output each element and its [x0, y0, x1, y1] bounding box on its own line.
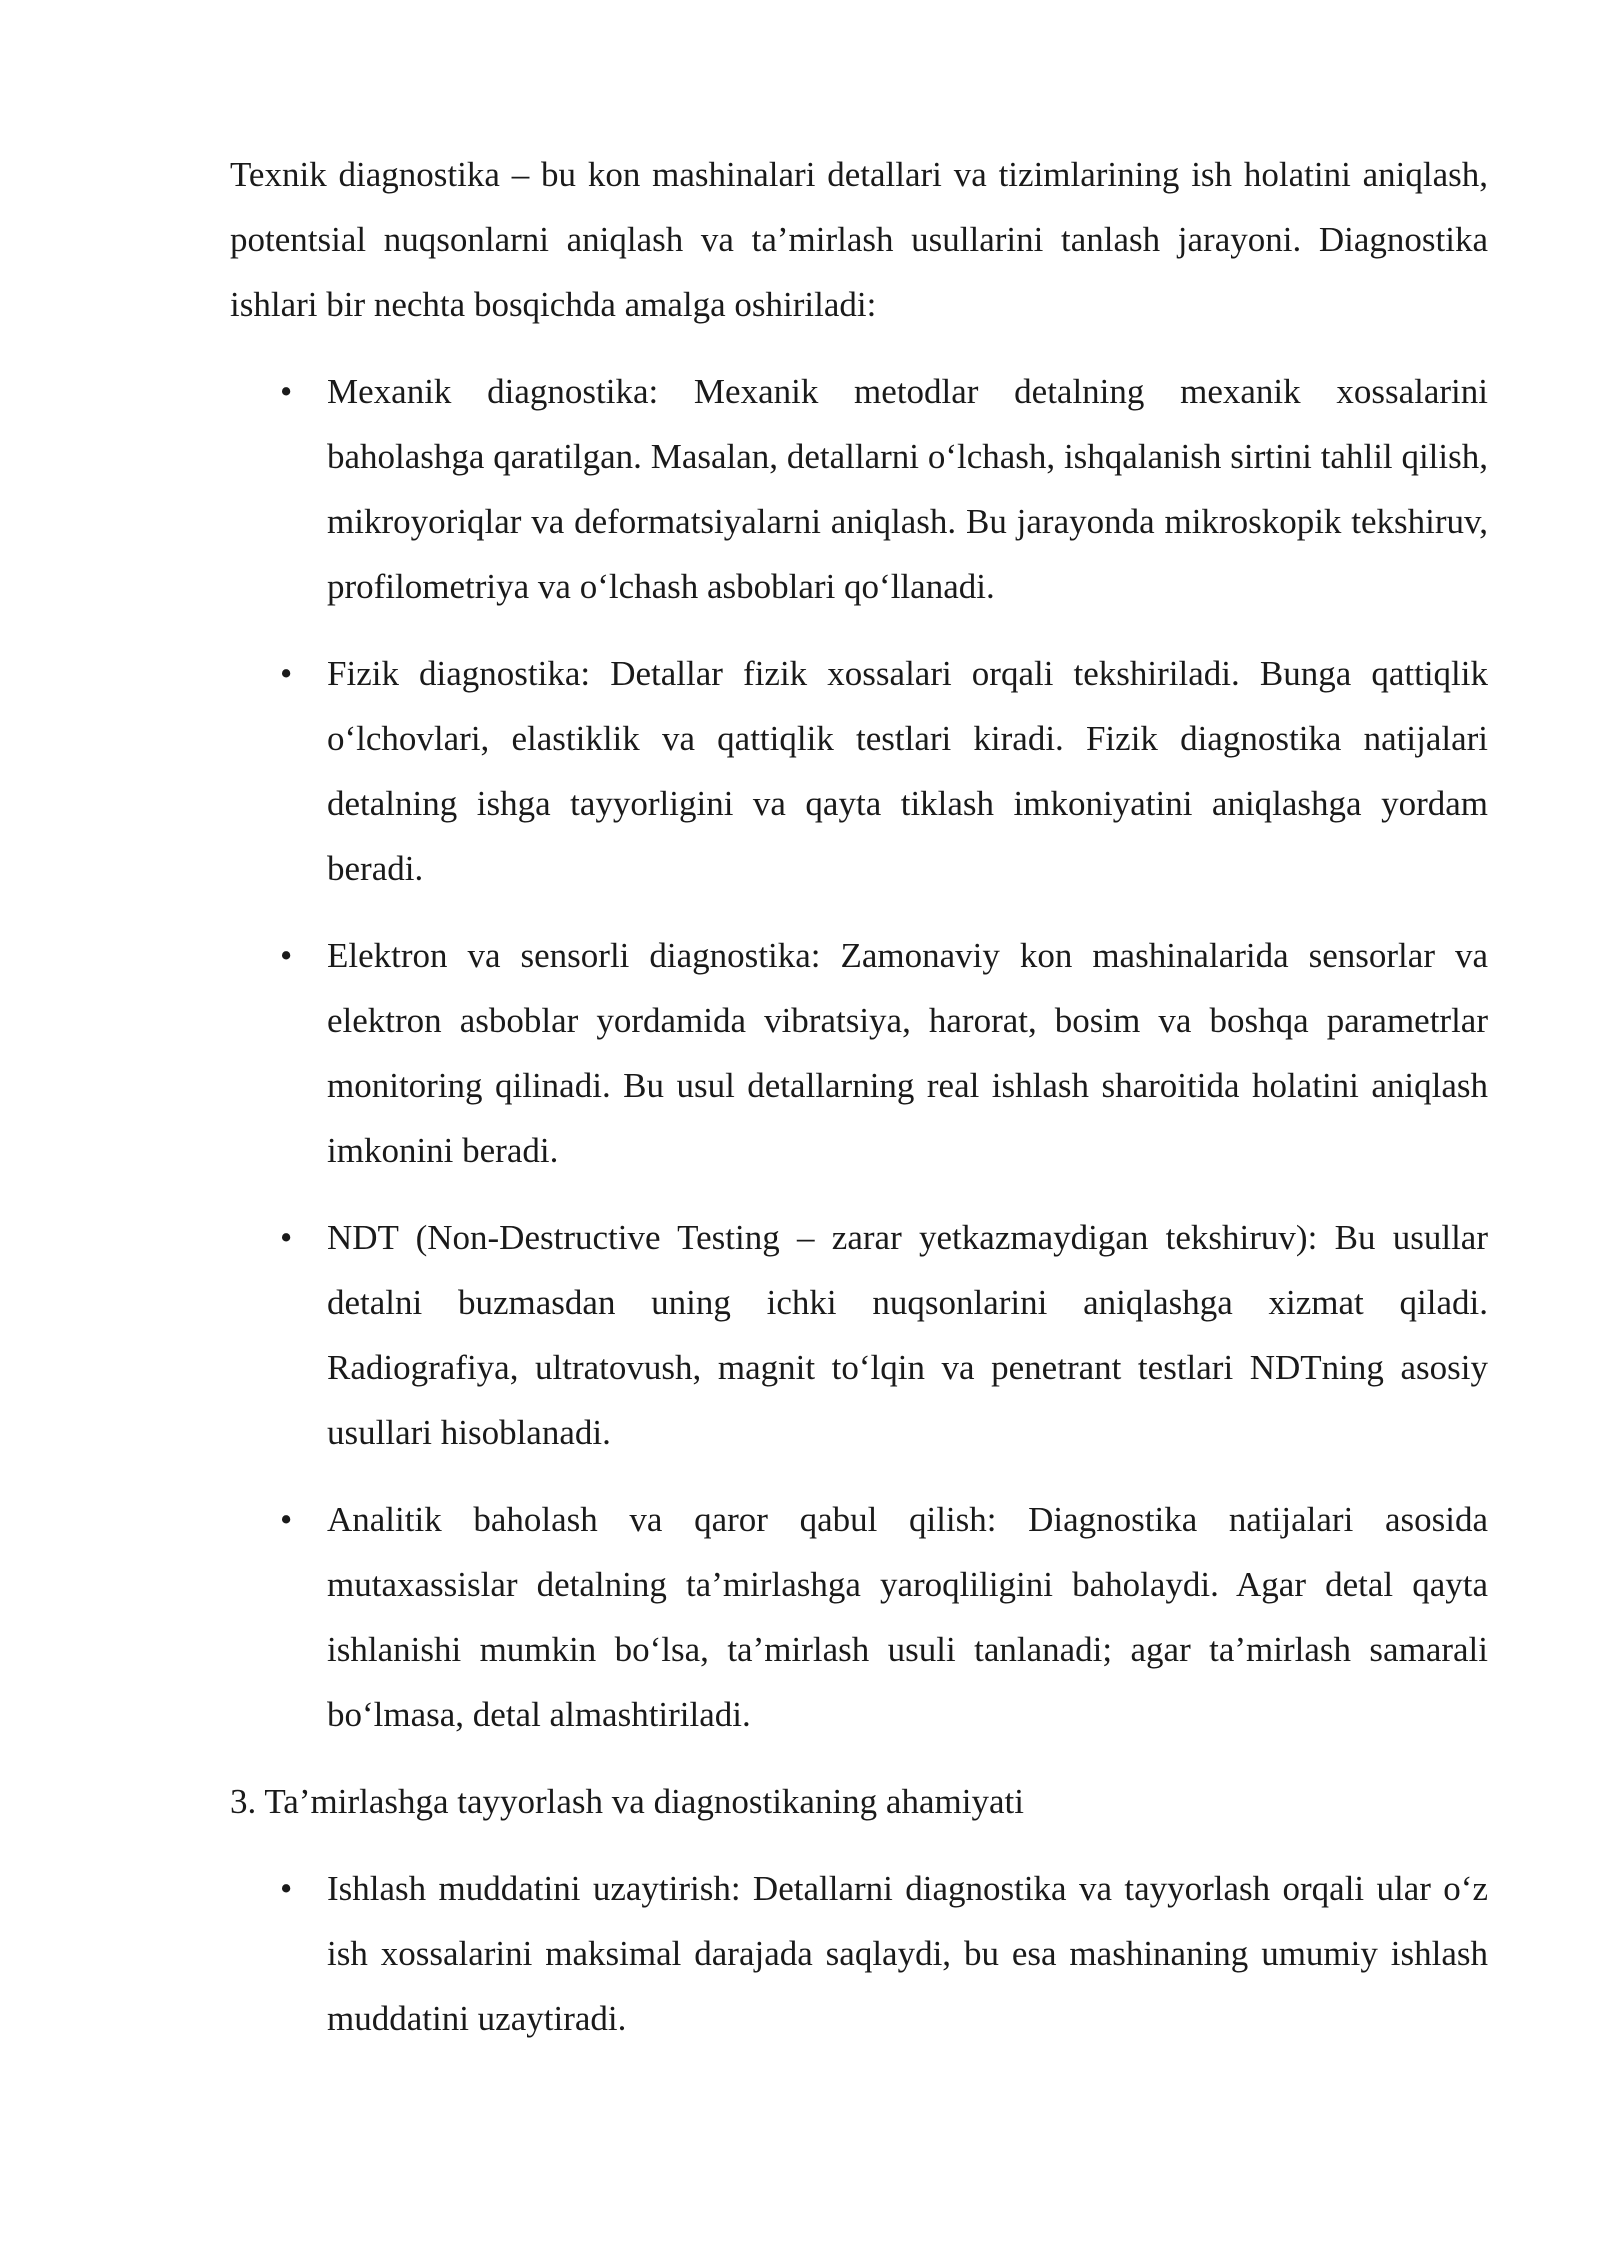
bullet-icon: •	[280, 654, 293, 693]
list-item-text: NDT (Non-Destructive Testing – zarar yetkazmaydigan tekshiruv): Bu usullar detalni buzmasdan uning ichki nuqsonlarini aniqlashga xizmat qiladi. Radiografiya, ultratovush, magnit to‘lqin va penetrant testlari NDTning asosiy usullari hisoblanadi.	[327, 1218, 1488, 1452]
diagnostics-list	[230, 359, 1488, 1747]
list-item	[230, 923, 1488, 1183]
list-item	[230, 641, 1488, 901]
list-item-text: Ishlash muddatini uzaytirish: Detallarni diagnostika va tayyorlash orqali ular o‘z ish xossalarini maksimal darajada saqlaydi, bu esa mashinaning umumiy ishlash muddatini uzaytiradi.	[327, 1869, 1488, 2038]
list-item-text: Fizik diagnostika: Detallar fizik xossalari orqali tekshiriladi. Bunga qattiqlik o‘lchovlari, elastiklik va qattiqlik testlari kiradi. Fizik diagnostika natijalari detalning ishga tayyorligini va qayta tiklash imkoniyatini aniqlashga yordam beradi.	[327, 654, 1488, 888]
bullet-icon: •	[280, 1218, 293, 1257]
bullet-icon: •	[280, 1869, 293, 1908]
list-item	[230, 1856, 1488, 2051]
section-list	[230, 1856, 1488, 2051]
list-item-text: Elektron va sensorli diagnostika: Zamonaviy kon mashinalarida sensorlar va elektron asboblar yordamida vibratsiya, harorat, bosim va boshqa parametrlar monitoring qilinadi. Bu usul detallarning real ishlash sharoitida holatini aniqlash imkonini beradi.	[327, 936, 1488, 1170]
bullet-icon: •	[280, 936, 293, 975]
list-item	[230, 1205, 1488, 1465]
list-item-text: Analitik baholash va qaror qabul qilish: Diagnostika natijalari asosida mutaxassislar detalning ta’mirlashga yaroqliligini baholaydi. Agar detal qayta ishlanishi mumkin bo‘lsa, ta’mirlash usuli tanlanadi; agar ta’mirlash samarali bo‘lmasa, detal almashtiriladi.	[327, 1500, 1488, 1734]
section-heading: 3. Ta’mirlashga tayyorlash va diagnostikaning ahamiyati	[230, 1782, 1024, 1821]
bullet-icon: •	[280, 1500, 293, 1539]
list-item-text: Mexanik diagnostika: Mexanik metodlar detalning mexanik xossalarini baholashga qaratilgan. Masalan, detallarni o‘lchash, ishqalanish sirtini tahlil qilish, mikroyoriqlar va deformatsiyalarni aniqlash. Bu jarayonda mikroskopik tekshiruv, profilometriya va o‘lchash asboblari qo‘llanadi.	[327, 372, 1488, 606]
list-item	[230, 359, 1488, 619]
list-item	[230, 1487, 1488, 1747]
intro-paragraph: Texnik diagnostika – bu kon mashinalari detallari va tizimlarining ish holatini aniqlash, potentsial nuqsonlarni aniqlash va ta’mirlash usullarini tanlash jarayoni. Diagnostika ishlari bir nechta bosqichda amalga oshiriladi:	[230, 155, 1488, 324]
bullet-icon: •	[280, 372, 293, 411]
document-page	[230, 142, 1488, 2073]
